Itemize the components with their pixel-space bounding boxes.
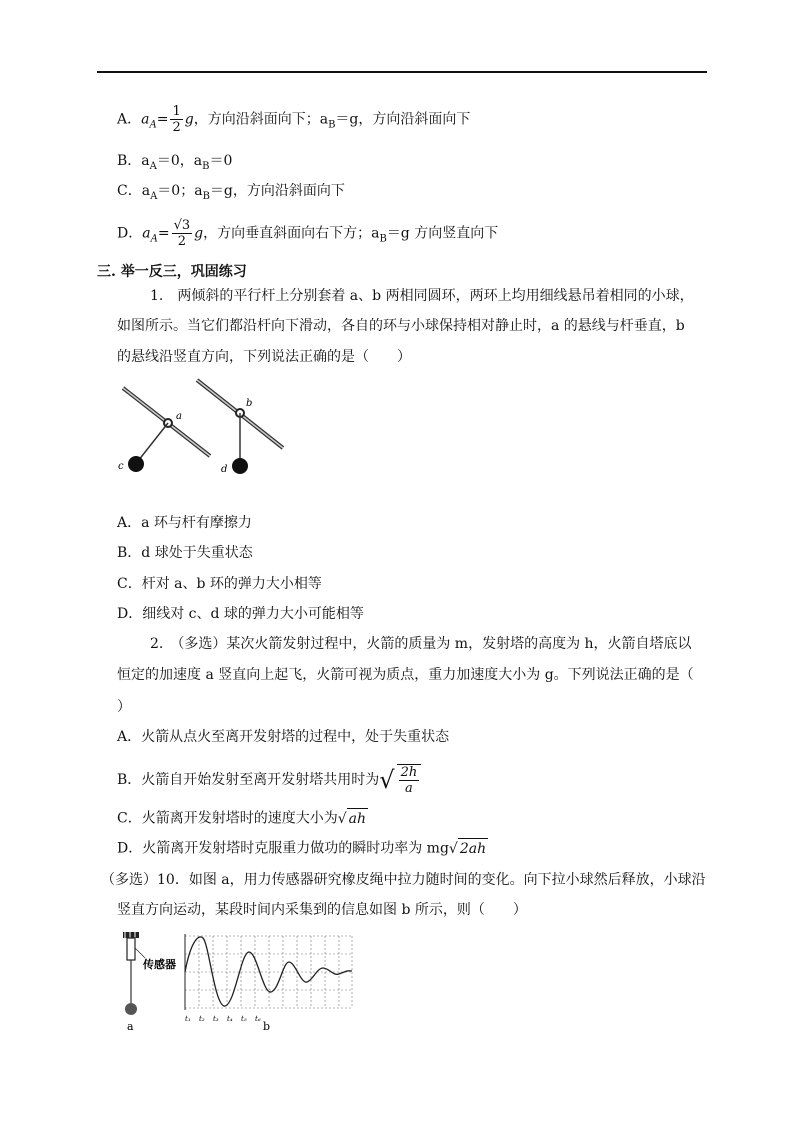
q1-line2: 如图所示。当它们都沿杆向下滑动，各自的环与小球保持相对静止时，a 的悬线与杆垂直，b	[117, 318, 685, 334]
q1-figure	[115, 378, 295, 478]
sqrt-ah: √ ah	[338, 808, 368, 829]
ball	[125, 1003, 137, 1015]
q2-line1: 2. （多选）某次火箭发射过程中，火箭的质量为 m，发射塔的高度为 h，火箭自塔底以	[150, 636, 692, 652]
sqrt-2ah: √ 2ah	[449, 838, 488, 859]
q2-line3: ）	[117, 699, 131, 715]
q10-line2: 竖直方向运动，某段时间内采集到的信息如图 b 所示，则（ ）	[117, 902, 527, 918]
option-d-prev: D．$a_A=$ $\frac{√3}{2}$ g，方向垂直斜面向右下方；$a_B=g$ 方向竖直向下	[117, 218, 499, 249]
q1-option-c: C．杆对 a、b 环的弹力大小相等	[117, 576, 322, 592]
tick-t1: t₁	[185, 1015, 191, 1023]
option-b-prev: B．$a_A=0$，$a_B=0$	[117, 153, 233, 172]
q2-option-b: B．火箭自开始发射至离开发射塔共用时为√ $\frac{2h}{a}$	[117, 764, 423, 796]
fraction-half: $\frac{1}{2}$	[172, 104, 181, 135]
fig-a-label: a	[127, 1020, 134, 1033]
q2-option-a: A．火箭从点火至离开发射塔的过程中，处于失重状态	[117, 729, 450, 745]
q1-line3: 的悬线沿竖直方向，下列说法正确的是（ ）	[117, 349, 411, 365]
tick-t3: t₃	[213, 1015, 219, 1023]
label-b: b	[246, 398, 253, 409]
fraction-sqrt3-half: $\frac{√3}{2}$	[173, 218, 191, 249]
graph-grid	[185, 936, 352, 1008]
ball-c	[128, 456, 144, 472]
sqrt-2h-over-a: √ $\frac{2h}{a}$	[379, 764, 423, 796]
q10-figure	[117, 930, 362, 1035]
q1-option-a: A．a 环与杆有摩擦力	[117, 515, 252, 531]
sensor-label: 传感器	[143, 958, 176, 971]
string-a	[138, 423, 168, 461]
tick-t5: t₅	[241, 1015, 247, 1023]
header-rule	[97, 71, 707, 73]
fig-b-label: b	[263, 1020, 271, 1033]
q10-line1: （多选）10．如图 a，用力传感器研究橡皮绳中拉力随时间的变化。向下拉小球然后释放，小球沿	[101, 872, 706, 888]
label-c: c	[118, 461, 124, 472]
q2-option-d: D．火箭离开发射塔时克服重力做功的瞬时功率为 mg√ 2ah	[117, 838, 488, 859]
option-c-prev: C．$a_A=0$；$a_B=g$，方向沿斜面向下	[117, 183, 345, 202]
force-curve	[185, 937, 352, 1006]
tick-t6: t₆	[255, 1015, 261, 1023]
sensor-box	[127, 938, 135, 960]
q2-option-c: C．火箭离开发射塔时的速度大小为√ ah	[117, 808, 368, 829]
section-heading: 三. 举一反三，巩固练习	[97, 264, 247, 280]
q2-line2: 恒定的加速度 a 竖直向上起飞，火箭可视为质点，重力加速度大小为 g。下列说法正确的是（	[117, 667, 694, 683]
option-a-prev: A．$a_A=$ $\frac{1}{2}$ g，方向沿斜面向下；$a_B=g$，方向沿斜面向下	[117, 104, 471, 135]
q1-option-b: B．d 球处于失重状态	[117, 545, 253, 561]
label-d: d	[221, 464, 228, 475]
q1-option-d: D．细线对 c、d 球的弹力大小可能相等	[117, 606, 364, 622]
tick-t2: t₂	[199, 1015, 205, 1023]
tick-t4: t₄	[227, 1015, 233, 1023]
q1-line1: 1. 两倾斜的平行杆上分别套着 a、b 两相同圆环，两环上均用细线悬吊着相同的小球，	[150, 288, 694, 304]
label-a: a	[176, 411, 182, 422]
ball-d	[232, 458, 248, 474]
